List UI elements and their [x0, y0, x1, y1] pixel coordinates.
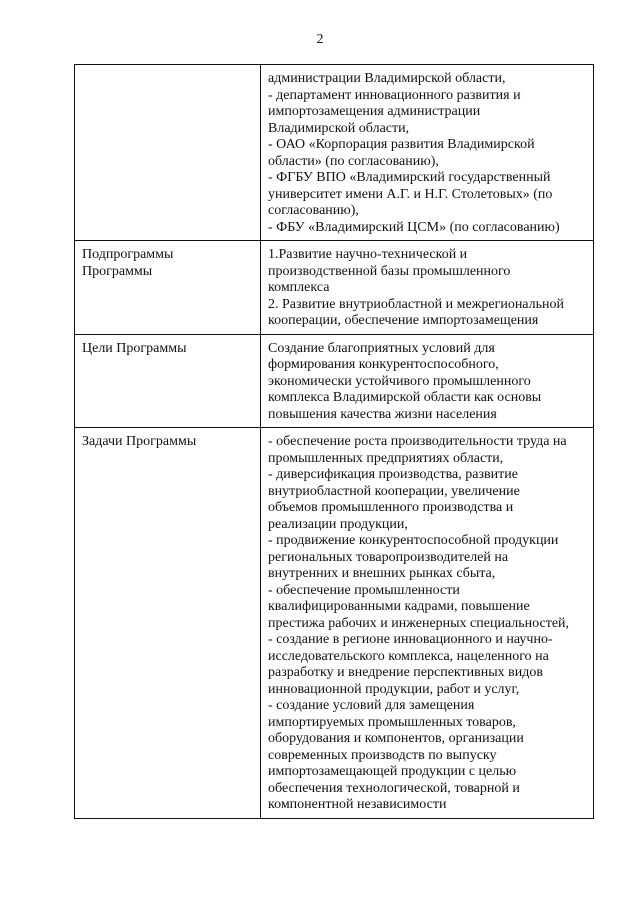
- row-content-line: престижа рабочих и инженерных специальностей,: [268, 615, 570, 631]
- subprograms-row: [75, 241, 594, 335]
- row-label-line: Подпрограммы: [82, 247, 174, 262]
- row-content-line: - ФГБУ ВПО «Владимирский государственный: [268, 170, 551, 185]
- row-content-cell: [261, 428, 594, 819]
- row-content-line: разработку и внедрение перспективных видов: [268, 665, 543, 680]
- row-content-line: Создание благоприятных условий для: [268, 340, 495, 356]
- row-label-cell: [75, 428, 261, 819]
- row-content-line: комплекса Владимирской области как основы: [268, 390, 542, 405]
- row-label-cell: [75, 65, 261, 241]
- row-content-line: формирования конкурентоспособного,: [268, 357, 499, 372]
- program-passport-table: [74, 64, 594, 819]
- row-content-line: импортозамещения администрации: [268, 104, 481, 119]
- row-label-line: Задачи Программы: [82, 434, 197, 449]
- row-content-line: оборудования и компонентов, организации: [268, 731, 524, 746]
- row-content-line: университет имени А.Г. и Н.Г. Столетовых» (по: [268, 186, 553, 202]
- row-content-line: современных производств по выпуску: [268, 747, 497, 763]
- row-content-line: 1.Развитие научно-технической и: [268, 247, 468, 262]
- row-content-line: внутренних и внешних рынках сбыта,: [268, 566, 496, 581]
- row-content-line: инновационной продукции, работ и услуг,: [268, 681, 520, 697]
- row-content-line: администрации Владимирской области,: [268, 71, 506, 86]
- table-body: [75, 65, 594, 819]
- row-content-line: согласованию),: [268, 203, 359, 218]
- row-content-line: Владимирской области,: [268, 120, 410, 136]
- row-content-cell: [261, 334, 594, 428]
- row-content-line: импортируемых промышленных товаров,: [268, 714, 516, 730]
- row-content-line: - ФБУ «Владимирский ЦСМ» (по согласованию): [268, 219, 560, 235]
- row-content-line: - создание в регионе инновационного и научно-: [268, 632, 553, 647]
- tasks-row: [75, 428, 594, 819]
- row-label-line: Цели Программы: [82, 340, 187, 356]
- row-label-cell: [75, 334, 261, 428]
- row-label-cell: [75, 241, 261, 335]
- continuation-row: [75, 65, 594, 241]
- row-content-line: региональных товаропроизводителей на: [268, 549, 509, 565]
- row-content-line: кооперации, обеспечение импортозамещения: [268, 313, 539, 328]
- row-content-line: квалифицированными кадрами, повышение: [268, 599, 530, 614]
- row-content-line: повышения качества жизни населения: [268, 406, 497, 422]
- row-content-line: исследовательского комплекса, нацеленного на: [268, 648, 549, 664]
- row-content-line: области» (по согласованию),: [268, 153, 439, 169]
- row-content-line: внутриобластной кооперации, увеличение: [268, 483, 520, 499]
- row-content-line: обеспечения технологической, товарной и: [268, 780, 520, 796]
- row-content-line: - ОАО «Корпорация развития Владимирской: [268, 137, 535, 152]
- row-content-line: - департамент инновационного развития и: [268, 87, 521, 103]
- row-content-line: - создание условий для замещения: [268, 698, 475, 713]
- row-content-line: - обеспечение промышленности: [268, 582, 460, 598]
- row-content-cell: [261, 241, 594, 335]
- row-content-line: компонентной независимости: [268, 797, 447, 812]
- row-content-line: реализации продукции,: [268, 516, 408, 532]
- row-content-line: импортозамещающей продукции с целью: [268, 764, 517, 779]
- row-content-line: - обеспечение роста производительности труда на: [268, 434, 567, 449]
- row-content-cell: [261, 65, 594, 241]
- row-content-line: - продвижение конкурентоспособной продукции: [268, 533, 559, 548]
- goals-row: [75, 334, 594, 428]
- row-content-line: объемов промышленного производства и: [268, 500, 514, 515]
- row-content-line: экономически устойчивого промышленного: [268, 373, 531, 389]
- row-content-line: 2. Развитие внутриобластной и межрегиональной: [268, 296, 565, 312]
- page-number: 2: [316, 32, 324, 47]
- row-content-line: комплекса: [268, 280, 330, 295]
- row-content-line: - диверсификация производства, развитие: [268, 467, 518, 482]
- row-label-line: Программы: [82, 263, 153, 279]
- row-content-line: промышленных предприятиях области,: [268, 450, 504, 466]
- row-content-line: производственной базы промышленного: [268, 263, 511, 279]
